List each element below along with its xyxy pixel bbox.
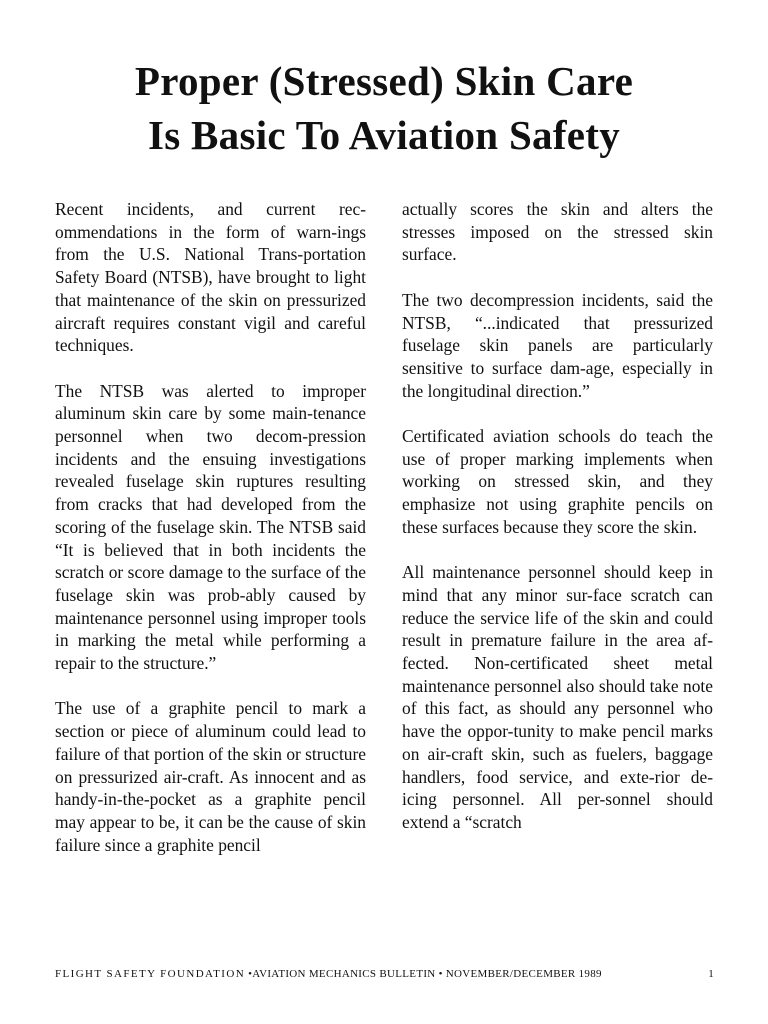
page-footer xyxy=(55,967,714,981)
left-column xyxy=(55,198,366,856)
article-title xyxy=(0,54,768,162)
right-column xyxy=(402,198,713,834)
page-number: 1 xyxy=(708,968,714,980)
article-title-line-1: Proper (Stressed) Skin Care xyxy=(134,58,634,104)
paragraph: The two decompression incidents, said the NTSB, “...indicated that pressurized fuselage skin panels are particularly sensitive to surface dam-age, especially in the longitudinal direction.” xyxy=(402,289,713,401)
paragraph: All maintenance personnel should keep in mind that any minor sur-face scratch can reduce the service life of the skin and could result in premature failure in the area af-fected. Non-certificated sheet metal maintenance personnel also should take note of this fact, as should any personnel who have the oppor-tunity to make pencil marks on air-craft skin, such as fuelers, baggage handlers, food service, and exte-rior de-icing personnel. All per-sonnel should extend a “scratch xyxy=(402,562,713,832)
paragraph: actually scores the skin and alters the stresses imposed on the stressed skin surface. xyxy=(402,199,713,265)
paragraph: Certificated aviation schools do teach the use of proper marking implements when working on stressed skin, and they emphasize not using graphite pencils on these surfaces because they score the skin. xyxy=(402,426,713,537)
bulletin-issue: •AVIATION MECHANICS BULLETIN • NOVEMBER/DECEMBER 1989 xyxy=(245,968,602,980)
foundation-name: FLIGHT SAFETY FOUNDATION xyxy=(55,968,246,980)
paragraph: The use of a graphite pencil to mark a section or piece of aluminum could lead to failure of that portion of the skin or structure on pressurized air-craft. As innocent and as handy-in-the-pocket as a graphite pencil may appear to be, it can be the cause of skin failure since a graphite pencil xyxy=(55,698,367,855)
publication-line xyxy=(55,967,602,981)
paragraph: The NTSB was alerted to improper aluminum skin care by some main-tenance personnel when two decom-pression incidents and the ensuing investigations revealed fuselage skin ruptures resulting from cracks that had developed from the scoring of the fuselage skin. The NTSB said “It is believed that in both incidents the scratch or score damage to the surface of the fuselage skin was prob-ably caused by maintenance personnel using improper tools in marking the metal while performing a repair to the structure.” xyxy=(55,380,366,674)
article-title-line-2: Is Basic To Aviation Safety xyxy=(147,112,621,158)
paragraph: Recent incidents, and current rec-ommendations in the form of warn-ings from the U.S. National Trans-portation Safety Board (NTSB), have brought to light that maintenance of the skin on pressurized aircraft requires constant vigil and careful techniques. xyxy=(55,199,366,356)
